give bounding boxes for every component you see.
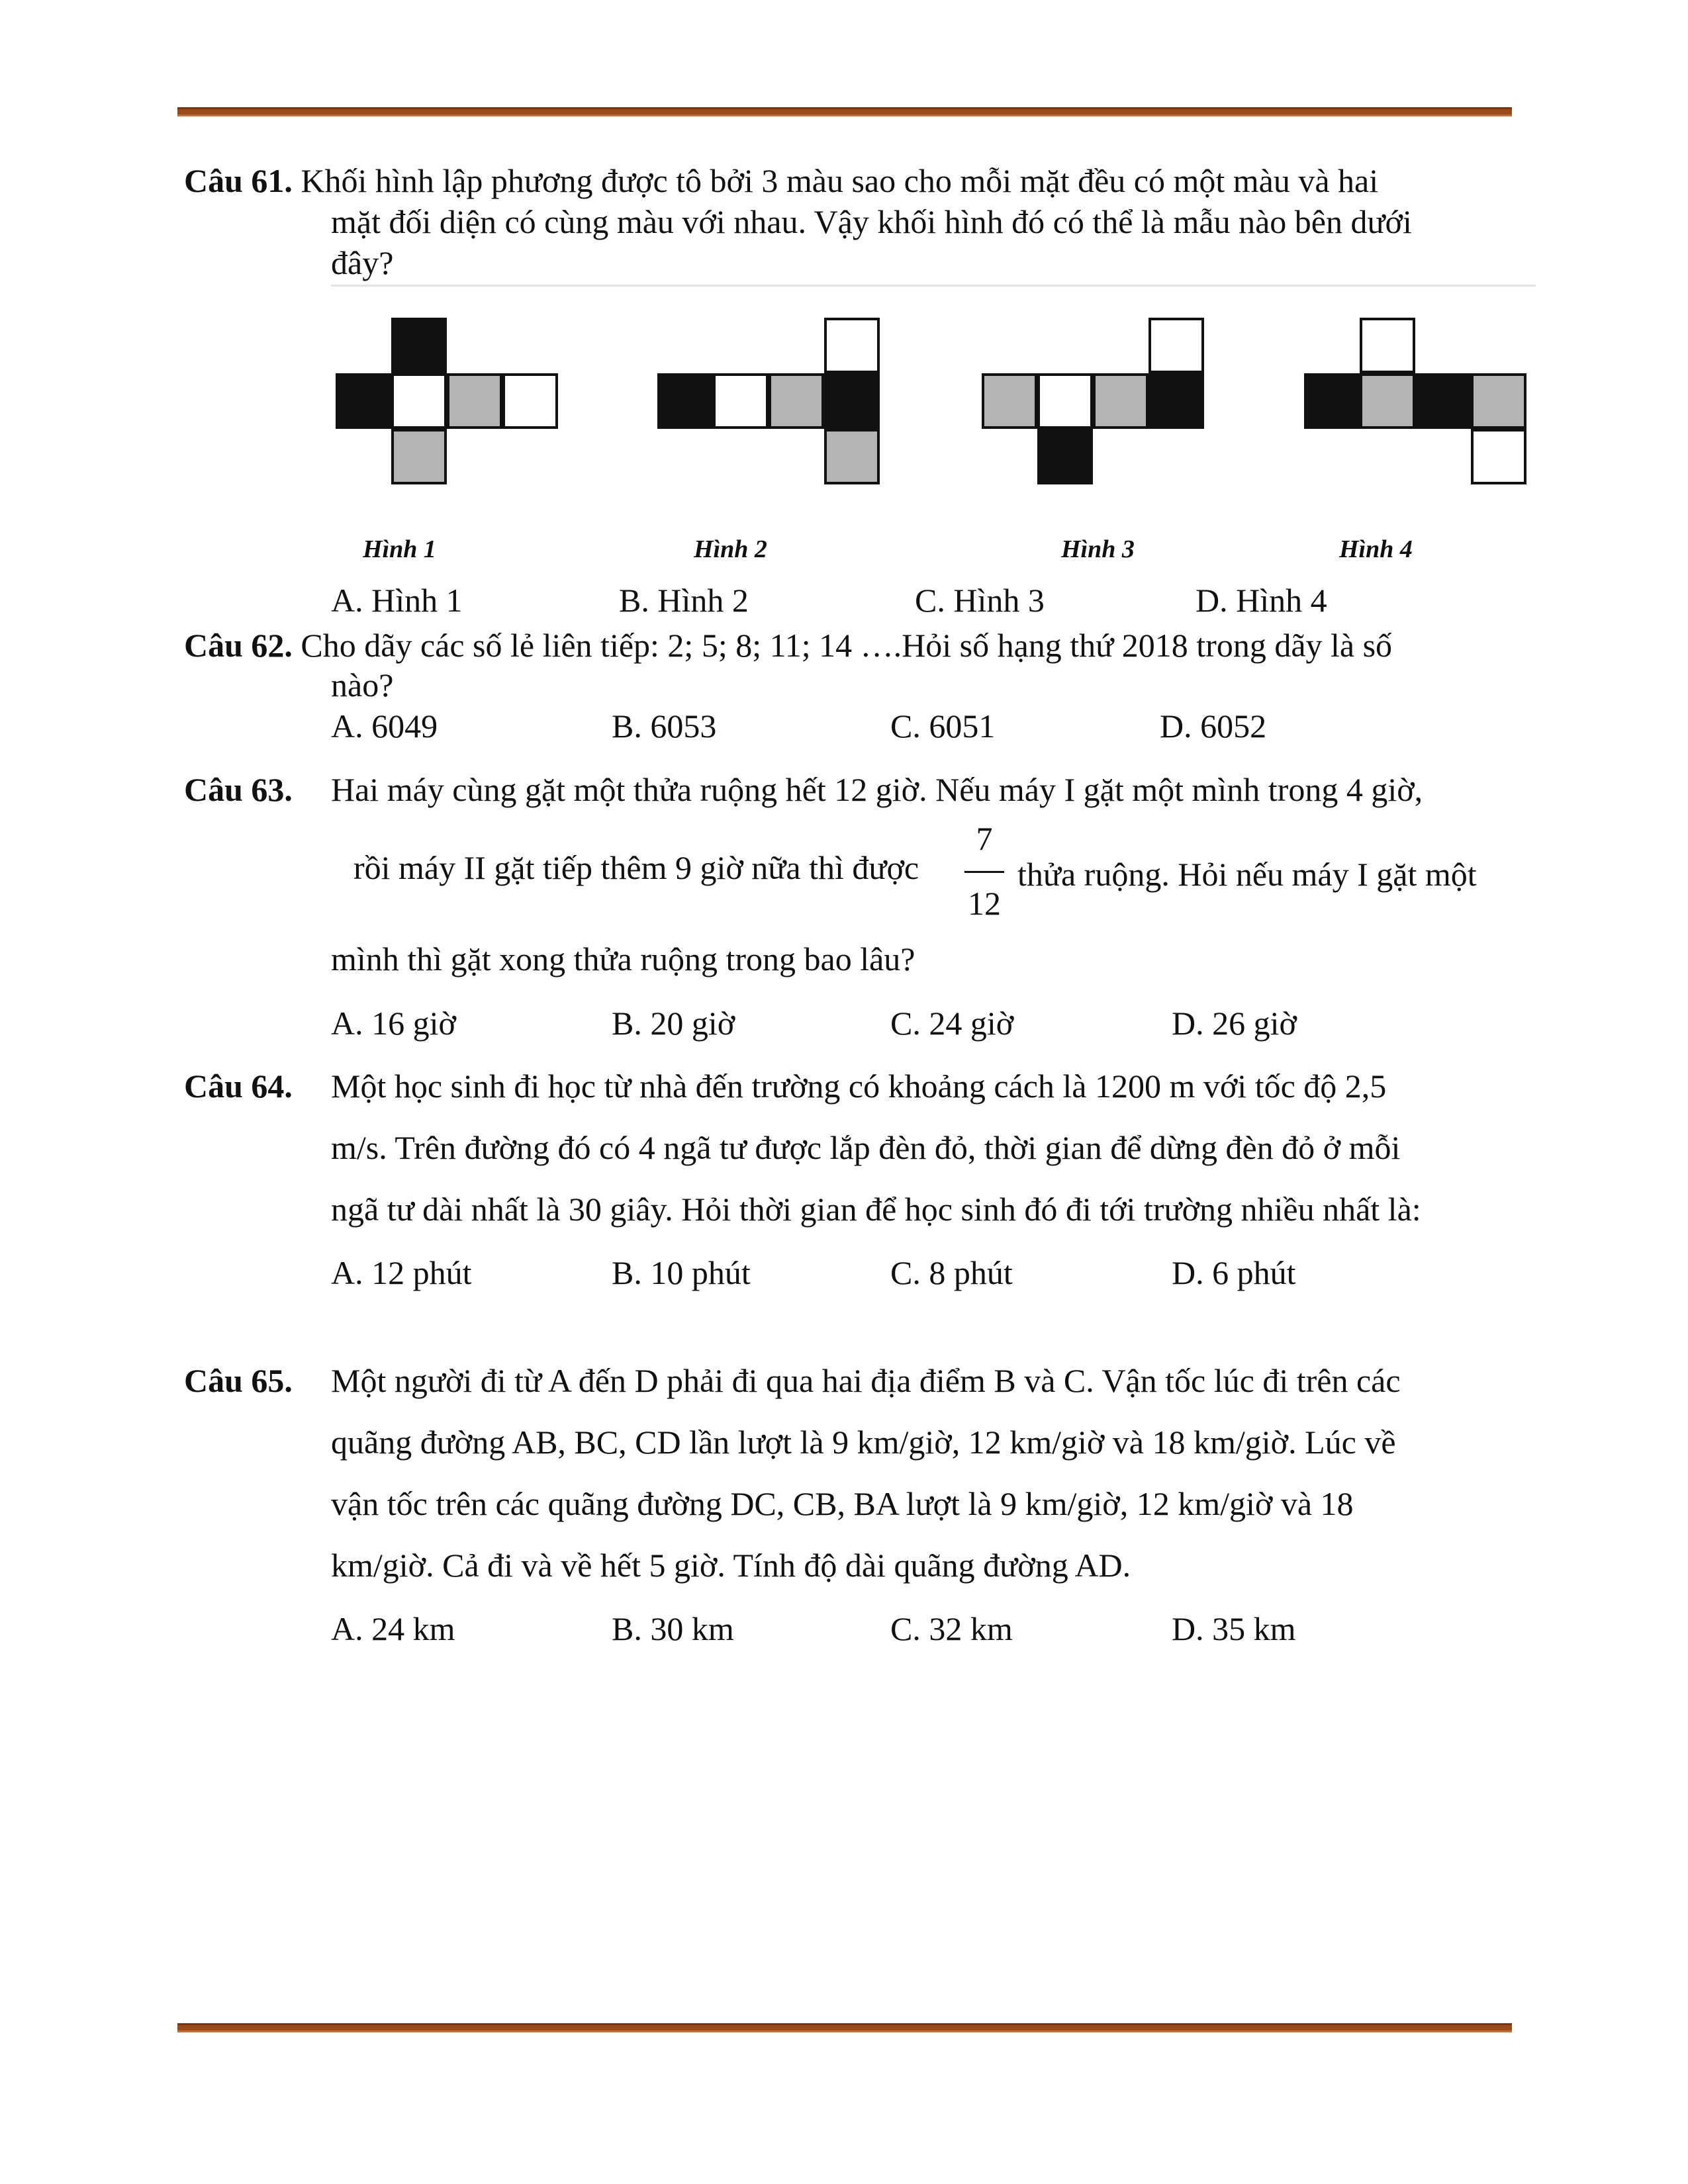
q61-line2: mặt đối diện có cùng màu với nhau. Vậy khối hình đó có thể là mẫu nào bên dưới bbox=[331, 203, 1412, 240]
fraction-bar bbox=[964, 871, 1004, 873]
q63-line3: mình thì gặt xong thửa ruộng trong bao lâu? bbox=[331, 940, 915, 978]
net3-face bbox=[1037, 429, 1093, 484]
net1-face bbox=[391, 429, 447, 484]
q63-label: Câu 63. bbox=[184, 771, 293, 808]
q63-option-d: D. 26 giờ bbox=[1172, 1005, 1297, 1042]
q65-option-d: D. 35 km bbox=[1172, 1610, 1296, 1647]
net2-face bbox=[713, 373, 769, 429]
q65-line3: vận tốc trên các quãng đường DC, CB, BA lượt là 9 km/giờ, 12 km/giờ và 18 bbox=[331, 1485, 1354, 1522]
q63-line2b: thửa ruộng. Hỏi nếu máy I gặt một bbox=[1017, 856, 1477, 893]
q65-line1: Một người đi từ A đến D phải đi qua hai địa điểm B và C. Vận tốc lúc đi trên các bbox=[331, 1362, 1401, 1399]
q65-line4: km/giờ. Cả đi và về hết 5 giờ. Tính độ dài quãng đường AD. bbox=[331, 1547, 1131, 1584]
net4-face bbox=[1471, 429, 1526, 484]
fraction-numerator: 7 bbox=[976, 820, 993, 857]
net1-face bbox=[336, 373, 391, 429]
net4-face bbox=[1360, 318, 1415, 373]
q61-text1: Khối hình lập phương được tô bởi 3 màu sao cho mỗi mặt đều có một màu và hai bbox=[301, 162, 1379, 199]
net3-face bbox=[1149, 318, 1204, 373]
q63-line1: Hai máy cùng gặt một thửa ruộng hết 12 giờ. Nếu máy I gặt một mình trong 4 giờ, bbox=[331, 771, 1423, 808]
q64-option-d: D. 6 phút bbox=[1172, 1254, 1296, 1291]
net4-face bbox=[1360, 373, 1415, 429]
net4-face bbox=[1304, 373, 1360, 429]
net1-face bbox=[391, 318, 447, 373]
caption-hinh-1: Hình 1 bbox=[363, 535, 436, 563]
net4-face bbox=[1415, 373, 1471, 429]
q61-option-d: D. Hình 4 bbox=[1196, 582, 1327, 619]
net2-face bbox=[769, 373, 824, 429]
q61-label: Câu 61. bbox=[184, 162, 293, 199]
q62-line2: nào? bbox=[331, 666, 394, 704]
bottom-divider bbox=[177, 2023, 1512, 2032]
net1-face bbox=[391, 373, 447, 429]
q64-option-b: B. 10 phút bbox=[612, 1254, 751, 1291]
q63-option-c: C. 24 giờ bbox=[890, 1005, 1014, 1042]
q62-option-c: C. 6051 bbox=[890, 707, 996, 745]
q63-line2a: rồi máy II gặt tiếp thêm 9 giờ nữa thì được bbox=[353, 849, 919, 886]
net3-face bbox=[1093, 373, 1149, 429]
q62-line1 bbox=[184, 625, 1392, 666]
q65-option-c: C. 32 km bbox=[890, 1610, 1013, 1647]
net3-face bbox=[1149, 373, 1204, 429]
caption-hinh-2: Hình 2 bbox=[694, 535, 767, 563]
net2-face bbox=[657, 373, 713, 429]
q62-text1: Cho dãy các số lẻ liên tiếp: 2; 5; 8; 11; 14 ….Hỏi số hạng thứ 2018 trong dãy là số bbox=[301, 627, 1393, 664]
net3-face bbox=[1037, 373, 1093, 429]
q63-option-b: B. 20 giờ bbox=[612, 1005, 735, 1042]
caption-hinh-4: Hình 4 bbox=[1339, 535, 1413, 563]
q64-line1: Một học sinh đi học từ nhà đến trường có khoảng cách là 1200 m với tốc độ 2,5 bbox=[331, 1068, 1387, 1105]
net2-face bbox=[824, 318, 880, 373]
q61-option-c: C. Hình 3 bbox=[915, 582, 1045, 619]
q63-option-a: A. 16 giờ bbox=[331, 1005, 456, 1042]
q61-option-b: B. Hình 2 bbox=[619, 582, 749, 619]
q62-label: Câu 62. bbox=[184, 627, 293, 664]
q62-option-a: A. 6049 bbox=[331, 707, 438, 745]
q61-line3: đây? bbox=[331, 244, 394, 281]
q62-option-b: B. 6053 bbox=[612, 707, 717, 745]
net1-face bbox=[447, 373, 502, 429]
net2-face bbox=[824, 429, 880, 484]
q61-line1 bbox=[184, 160, 1378, 201]
q65-option-a: A. 24 km bbox=[331, 1610, 455, 1647]
q64-line2: m/s. Trên đường đó có 4 ngã tư được lắp đèn đỏ, thời gian để dừng đèn đỏ ở mỗi bbox=[331, 1129, 1401, 1166]
q65-label: Câu 65. bbox=[184, 1362, 293, 1399]
fraction-denominator: 12 bbox=[968, 885, 1001, 922]
q64-option-a: A. 12 phút bbox=[331, 1254, 472, 1291]
net4-face bbox=[1471, 373, 1526, 429]
q64-line3: ngã tư dài nhất là 30 giây. Hỏi thời gian để học sinh đó đi tới trường nhiều nhất là: bbox=[331, 1191, 1421, 1228]
q65-line2: quãng đường AB, BC, CD lần lượt là 9 km/giờ, 12 km/giờ và 18 km/giờ. Lúc về bbox=[331, 1424, 1396, 1461]
figure-top-edge bbox=[331, 285, 1536, 287]
q64-label: Câu 64. bbox=[184, 1068, 293, 1105]
net1-face bbox=[502, 373, 558, 429]
q62-option-d: D. 6052 bbox=[1160, 707, 1267, 745]
caption-hinh-3: Hình 3 bbox=[1061, 535, 1135, 563]
top-divider bbox=[177, 107, 1512, 116]
q64-option-c: C. 8 phút bbox=[890, 1254, 1013, 1291]
q61-option-a: A. Hình 1 bbox=[331, 582, 463, 619]
net3-face bbox=[982, 373, 1037, 429]
q65-option-b: B. 30 km bbox=[612, 1610, 734, 1647]
net2-face bbox=[824, 373, 880, 429]
